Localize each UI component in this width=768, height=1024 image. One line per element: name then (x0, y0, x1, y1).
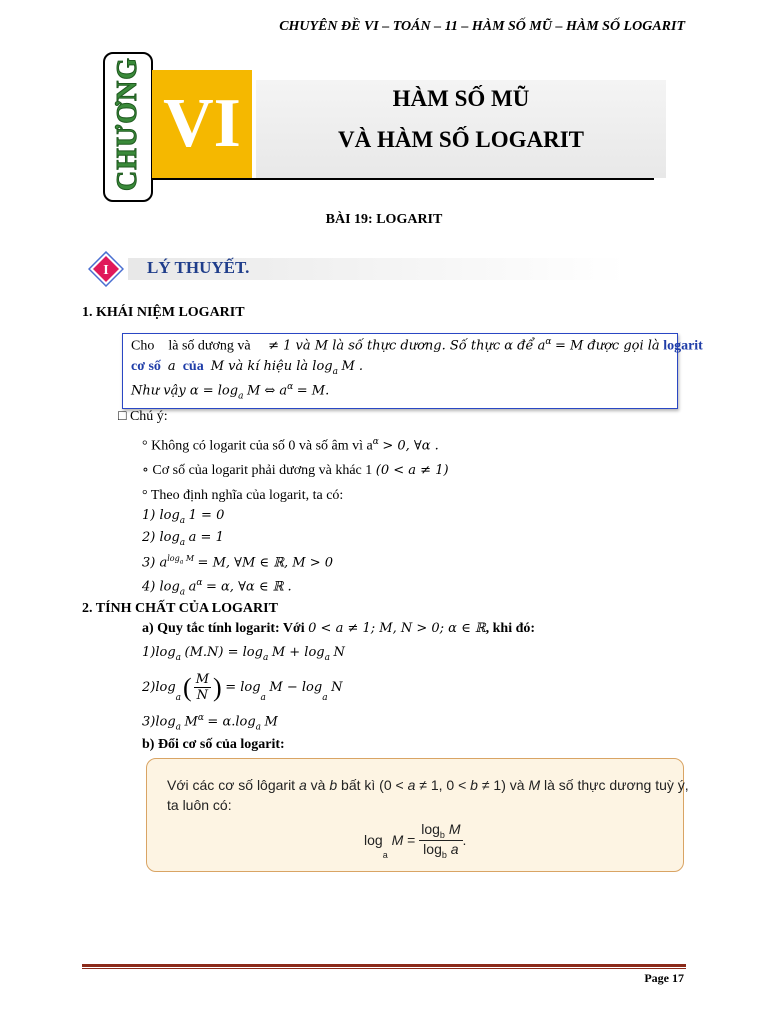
property-item-3: 3) $a^{log_a M} = M$, ∀M ∈ ℝ, M > 0 (142, 554, 333, 571)
bullet-1: ° Không có logarit của số 0 và số âm vì $a^\alpha > 0$, ∀α . (142, 437, 439, 454)
definition-line3: Như vậy $\alpha = \log_a M$ ⇔ $a^\alpha = M$. (131, 382, 330, 402)
change-of-base-heading: b) Đổi cơ số của logarit: (142, 737, 285, 752)
rule-3: $3)\log_a$ $M^\alpha = \alpha.\log_a$ M (142, 713, 278, 733)
definition-box (122, 333, 703, 409)
footer-rule-thin (82, 968, 686, 969)
rule-subheading: a) Quy tắc tính logarit: Với 0 < a ≠ 1; M, N > 0; α ∈ ℝ, khi đó: (142, 621, 536, 636)
bullet-3: ° Theo định nghĩa của logarit, ta có: (142, 488, 344, 503)
lesson-title: BÀI 19: LOGARIT (325, 212, 443, 227)
running-header: CHUYÊN ĐỀ VI – TOÁN – 11 – HÀM SỐ MŨ – HÀM SỐ LOGARIT (279, 19, 685, 34)
property-item-2: 2) $\log_a a = 1$ (142, 530, 224, 548)
chapter-label: CHƯƠNG (112, 56, 144, 192)
section1-heading: 1. KHÁI NIỆM LOGARIT (82, 305, 245, 320)
theory-title: LÝ THUYẾT. (147, 258, 250, 277)
chapter-title-line1: HÀM SỐ MŨ (392, 86, 530, 111)
change-of-base-formula: log a M = $\log_b M$ $\log_b a$ . (364, 821, 467, 860)
rule-1: $1)\log_a$ $(M.N) = \log_a M + \log_a N$ (142, 645, 345, 663)
section2-heading: 2. TÍNH CHẤT CỦA LOGARIT (82, 601, 278, 616)
bullet-2: ∘ Cơ số của logarit phải dương và khác 1 (0 < a ≠ 1) (142, 463, 449, 478)
definition-line1: Cho là số dương và ≠ 1 và M là số thực dương. Số thực α để $a^\alpha = M$ được gọi là logarit (131, 337, 703, 354)
section-badge-label: I (103, 263, 109, 278)
chapter-title-rule (152, 178, 654, 180)
property-item-1: 1) $\log_a 1 = 0$ (142, 508, 225, 526)
page-number: Page 17 (644, 971, 684, 985)
property-item-4: 4) $\log_a a^\alpha = \alpha$, ∀α ∈ ℝ . (142, 578, 292, 598)
chapter-number-badge (152, 70, 252, 178)
change-of-base-line1: Với các cơ số lôgarit a và b bất kì (0 < a ≠ 1, 0 < b ≠ 1) và M là số thực dương tuỳ ý, (167, 777, 689, 793)
change-of-base-box (146, 758, 689, 872)
footer-rule (82, 964, 686, 967)
chapter-title-line2: VÀ HÀM SỐ LOGARIT (338, 127, 584, 152)
rule-2: 2)log $_a$ ( M N ) = log $_a$ M − log $_a$ N (142, 672, 343, 703)
note-label: □ Chú ý: (118, 409, 168, 424)
chapter-number: VI (163, 85, 241, 162)
change-of-base-line2: ta luôn có: (167, 797, 232, 813)
definition-line2: cơ số a của M và kí hiệu là $\log_a M$ . (131, 359, 364, 377)
section-badge (88, 251, 124, 287)
